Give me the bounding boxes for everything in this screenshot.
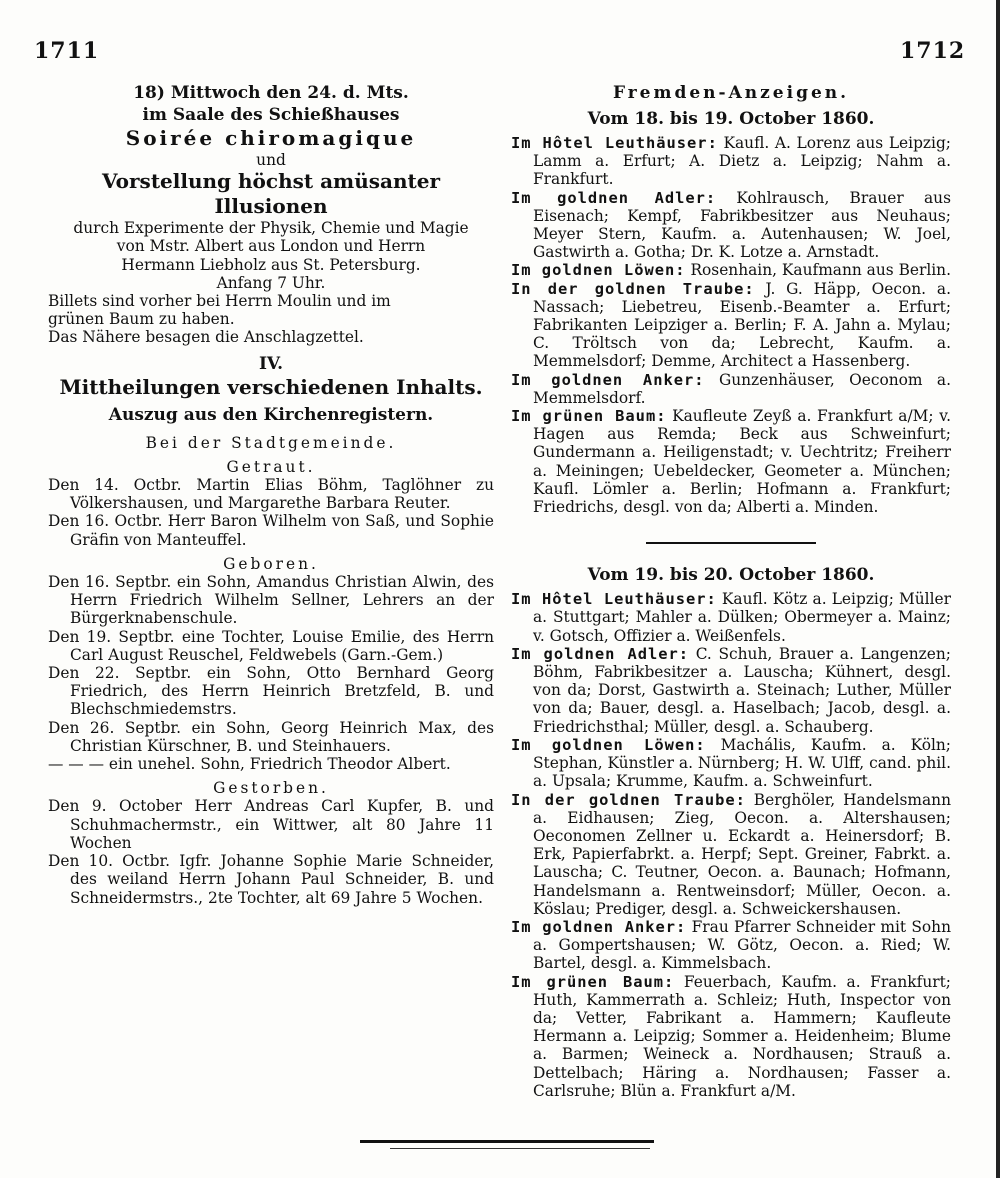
visitor-entry	[511, 407, 951, 516]
hotel-name: Im goldnen Anker:	[511, 370, 705, 389]
visitor-entry	[511, 280, 951, 371]
guest-list: Kaufl. Kötz a. Leipzig; Müller a. Stuttgart; Mahler a. Dülken; Obermeyer a. Mainz; v. Gotsch, Offizier a. Weißenfels.	[533, 590, 951, 645]
guest-list: J. G. Häpp, Oecon. a. Nassach; Liebetreu, Eisenb.-Beamter a. Erfurt; Fabrikanten Leipziger a. Berlin; F. A. Jahn a. Mylau; C. Tröltsch von da; Lebrecht, Kaufm. a. Memmelsdorf; Demme, Architect a Hassenberg.	[533, 279, 951, 371]
guest-list: Kaufl. A. Lorenz aus Leipzig; Lamm a. Erfurt; A. Dietz a. Leipzig; Nahm a. Frankfurt.	[533, 134, 951, 189]
guest-list: Kaufleute Zeyß a. Frankfurt a/M; v. Hagen aus Remda; Beck aus Schweinfurt; Gundermann a. Heiligenstadt; v. Uechtritz; Freiherr a. Meiningen; Uebeldecker, Geometer a. München; Kaufl. Lömler a. Berlin; Hofmann a. Frankfurt; Friedrichs, desgl. von da; Alberti a. Minden.	[533, 407, 951, 517]
hotel-name: Im goldnen Adler:	[511, 188, 717, 207]
announcement-text-line: Das Nähere besagen die Anschlagzettel.	[48, 328, 364, 347]
announcement-subtitle: Vorstellung höchst amüsanter Illusionen	[102, 169, 440, 219]
right-column	[511, 82, 951, 1100]
page-number-left: 1711	[34, 38, 100, 64]
announcement-venue: im Saale des Schießhauses	[142, 105, 400, 125]
bottom-rule-thin	[390, 1148, 650, 1149]
hotel-name: In der goldnen Traube:	[511, 790, 746, 809]
visitor-block-1	[511, 134, 951, 516]
born-entry: Den 26. Septbr. ein Sohn, Georg Heinrich Max, des Christian Kürschner, B. und Steinhauers.	[48, 718, 494, 755]
visitor-entry	[511, 973, 951, 1100]
born-entry: Den 16. Septbr. ein Sohn, Amandus Christian Alwin, des Herrn Friedrich Wilhelm Sellner, Lehrers an der Bürgerknabenschule.	[48, 573, 494, 628]
visitor-entry	[511, 736, 951, 791]
hotel-name: In der goldnen Traube:	[511, 279, 755, 298]
visitor-entry	[511, 791, 951, 918]
born-entry: Den 22. Septbr. ein Sohn, Otto Bernhard Georg Friedrich, des Herrn Heinrich Bretzfeld, B. und Blechschmiedemstrs.	[48, 664, 494, 719]
parish-heading: Bei der Stadtgemeinde.	[145, 433, 397, 452]
hotel-name: Im Hôtel Leuthäuser:	[511, 590, 717, 609]
guest-list: Kohlrausch, Brauer aus Eisenach; Kempf, Fabrikbesitzer aus Neuhaus; Meyer Stern, Kaufm. a. Autenhausen; W. Joel, Gastwirth a. Gotha; Dr. K. Lotze a. Arnstadt.	[533, 188, 951, 262]
period-heading-1: Vom 18. bis 19. October 1860.	[587, 109, 875, 129]
guest-list: Frau Pfarrer Schneider mit Sohn a. Gompertshausen; W. Götz, Oecon. a. Ried; W. Bartel, desgl. a. Kimmelsbach.	[533, 917, 951, 973]
announcement-and: und	[256, 151, 286, 169]
visitor-entry	[511, 189, 951, 262]
bottom-rule	[360, 1140, 654, 1143]
visitors-title: Fremden-Anzeigen.	[612, 83, 850, 103]
announcement-text-line: Billets sind vorher bei Herrn Moulin und im	[48, 292, 391, 311]
announcement-title: Soirée chiromagique	[125, 126, 417, 150]
married-heading: Getraut.	[226, 457, 316, 476]
hotel-name: Im Hôtel Leuthäuser:	[511, 134, 718, 152]
hotel-name: Im goldnen Löwen:	[511, 735, 706, 754]
visitor-entry	[511, 371, 951, 407]
left-column	[48, 82, 494, 907]
guest-list: Berghöler, Handelsmann a. Eidhausen; Zieg, Oecon. a. Altershausen; Oeconomen Zellner u. Eckardt a. Heinersdorf; B. Erk, Papierfabrkt. a. Herpf; Sept. Greiner, Fabrkt. a. Lauscha; C. Teutner, Oecon. a. Baunach; Hofmann, Handelsmann a. Rentweinsdorf; Müller, Oecon. a. Köslau; Prediger, desgl. a. Schweickershausen.	[533, 790, 951, 918]
guest-list: C. Schuh, Brauer a. Langenzen; Böhm, Fabrikbesitzer a. Lauscha; Kühnert, desgl. von da; Dorst, Gastwirth a. Steinach; Luther, Müller von da; Bauer, desgl. a. Haselbach; Jacob, desgl. a. Friedrichsthal; Müller, desgl. a. Schauberg.	[533, 644, 951, 736]
hotel-name: Im goldnen Anker:	[511, 917, 687, 936]
hotel-name: Im grünen Baum:	[511, 972, 675, 991]
visitor-entry	[511, 261, 951, 279]
visitor-entry	[511, 590, 951, 645]
died-heading: Gestorben.	[213, 779, 329, 798]
born-heading: Geboren.	[223, 554, 319, 573]
born-entry: — — — ein unehel. Sohn, Friedrich Theodor Albert.	[48, 755, 451, 774]
born-entry: Den 19. Septbr. eine Tochter, Louise Emilie, des Herrn Carl August Reuschel, Feldwebels (Garn.-Gem.)	[48, 627, 494, 664]
announcement-text-line: von Mstr. Albert aus London und Herrn	[116, 237, 426, 256]
married-entry: Den 14. Octbr. Martin Elias Böhm, Taglöhner zu Völkershausen, und Margarethe Barbara Reuter.	[48, 476, 494, 513]
hotel-name: Im goldnen Löwen:	[511, 261, 686, 280]
page-edge-shadow	[996, 0, 1000, 1178]
visitor-entry	[511, 645, 951, 736]
guest-list: Machális, Kaufm. a. Köln; Stephan, Künstler a. Nürnberg; H. W. Ulff, cand. phil. a. Upsala; Krumme, Kaufm. a. Schweinfurt.	[533, 735, 951, 791]
announcement-text-line: Hermann Liebholz aus St. Petersburg.	[121, 255, 421, 274]
visitor-block-2	[511, 590, 951, 1100]
announcement-date: 18) Mittwoch den 24. d. Mts.	[133, 83, 409, 103]
hotel-name: Im grünen Baum:	[511, 407, 667, 426]
hotel-name: Im goldnen Adler:	[511, 644, 690, 663]
announcement-text-line: grünen Baum zu haben.	[48, 310, 235, 329]
divider	[646, 542, 816, 544]
announcement-start-time: Anfang 7 Uhr.	[216, 273, 326, 292]
announcement-text-line: durch Experimente der Physik, Chemie und Magie	[73, 219, 469, 238]
section-subtitle: Auszug aus den Kirchenregistern.	[108, 404, 434, 425]
died-entry: Den 10. Octbr. Igfr. Johanne Sophie Marie Schneider, des weiland Herrn Johann Paul Schneider, B. und Schneidermstrs., 2te Tochter, alt 69 Jahre 5 Wochen.	[48, 852, 494, 907]
guest-list: Rosenhain, Kaufmann aus Berlin.	[690, 261, 951, 280]
section-number: IV.	[258, 353, 284, 374]
married-entry: Den 16. Octbr. Herr Baron Wilhelm von Saß, und Sophie Gräfin von Manteuffel.	[48, 512, 494, 549]
visitor-entry	[511, 918, 951, 973]
guest-list: Gunzenhäuser, Oeconom a. Memmelsdorf.	[533, 370, 951, 407]
page-number-right: 1712	[900, 38, 966, 64]
section-title: Mittheilungen verschiedenen Inhalts.	[59, 374, 483, 399]
died-entry: Den 9. October Herr Andreas Carl Kupfer, B. und Schuhmachermstr., ein Wittwer, alt 80 Jahre 11 Wochen	[48, 797, 494, 852]
guest-list: Feuerbach, Kaufm. a. Frankfurt; Huth, Kammerrath a. Schleiz; Huth, Inspector von da; Vetter, Fabrikant a. Hammern; Kaufleute Hermann a. Leipzig; Sommer a. Heidenheim; Blume a. Barmen; Weineck a. Nordhausen; Strauß a. Dettelbach; Häring a. Nordhausen; Fasser a. Carlsruhe; Blün a. Frankfurt a/M.	[533, 972, 951, 1100]
visitor-entry	[511, 134, 951, 189]
period-heading-2: Vom 19. bis 20. October 1860.	[587, 565, 875, 586]
